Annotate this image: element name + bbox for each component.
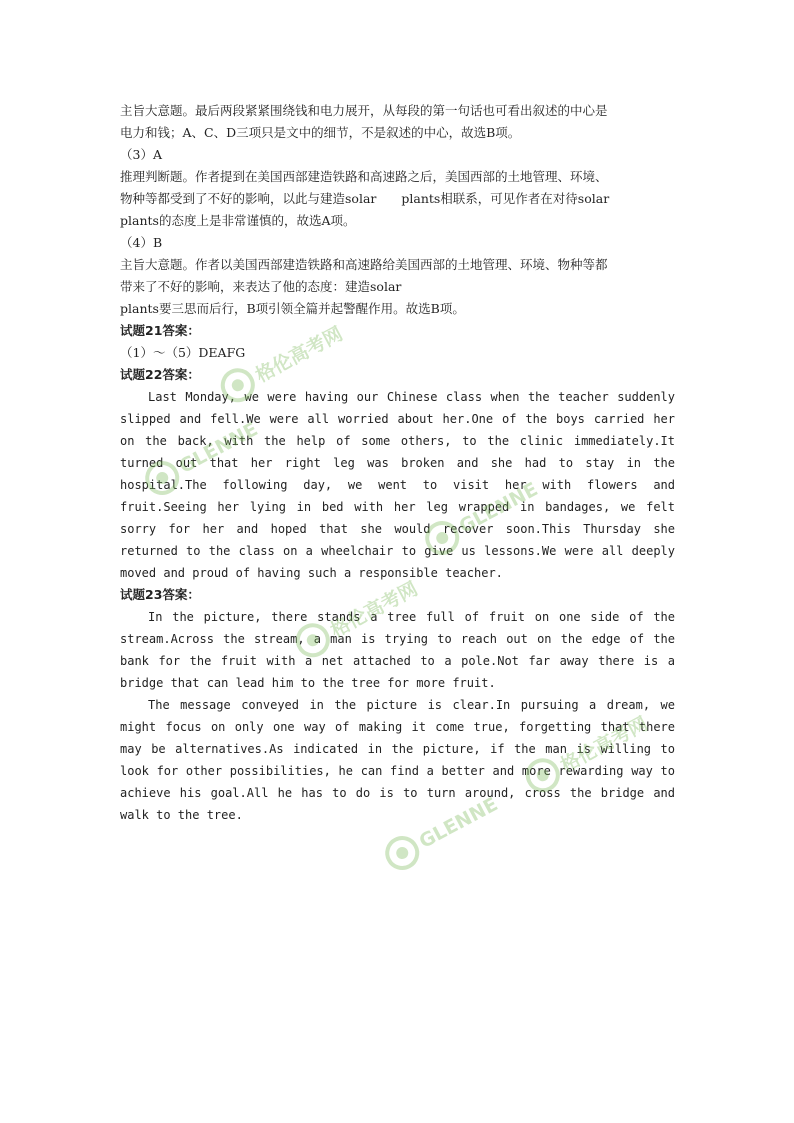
watermark-brand: GLENNE — [175, 418, 262, 478]
analysis-line: 电力和钱；A、C、D三项只是文中的细节，不是叙述的中心，故选B项。 — [120, 125, 521, 140]
analysis-line: 主旨大意题。最后两段紧紧围绕钱和电力展开，从每段的第一句话也可看出叙述的中心是 — [120, 103, 608, 118]
analysis-line: plants的态度上是非常谨慎的，故选A项。 — [120, 213, 356, 228]
analysis-line: 物种等都受到了不好的影响，以此与建造solar plants相联系，可见作者在对待solar — [120, 191, 610, 206]
analysis-line: plants要三思而后行，B项引领全篇并起警醒作用。故选B项。 — [120, 301, 465, 316]
watermark-cn: 格伦高考网 — [556, 712, 652, 777]
document-body — [120, 100, 675, 826]
watermark-brand: GLENNE — [415, 793, 502, 853]
q23-essay-paragraph-2: The message conveyed in the picture is clear.In pursuing a dream, we might focus on only one way of making it come true, forgetting that there may be alternatives.As indicated in the picture, if the man is willing to look for other possibilities, he can find a better and more rewarding way to achieve his goal.All he has to do is to turn around, cross the bridge and walk to the tree. — [120, 698, 675, 822]
analysis-line: 推理判断题。作者提到在美国西部建造铁路和高速路之后，美国西部的土地管理、环境、 — [120, 169, 608, 184]
q21-heading: 试题21答案： — [120, 323, 200, 338]
answer-q3: （3）A — [120, 147, 162, 162]
q22-essay: Last Monday, we were having our Chinese class when the teacher suddenly slipped and fell.We were all worried about her.One of the boys carried her on the back, with the help of some others, to the clinic immediately.It turned out that her right leg was broken and she had to stay in the hospital.The following day, we went to visit her with flowers and fruit.Seeing her lying in bed with her leg wrapped in bandages, we felt sorry for her and hoped that she would recover soon.This Thursday she returned to the class on a wheelchair to give us lessons.We were all deeply moved and proud of having such a responsible teacher. — [120, 390, 675, 580]
q21-answer: （1）～（5）DEAFG — [120, 345, 246, 360]
analysis-line: 主旨大意题。作者以美国西部建造铁路和高速路给美国西部的土地管理、环境、物种等都 — [120, 257, 608, 272]
q23-heading: 试题23答案： — [120, 587, 200, 602]
watermark-cn: 格伦高考网 — [326, 577, 422, 642]
analysis-line: 带来了不好的影响，来表达了他的态度：建造solar — [120, 279, 402, 294]
q23-essay-paragraph-1: In the picture, there stands a tree full of fruit on one side of the stream.Across the stream, a man is trying to reach out on the edge of the bank for the fruit with a net attached to a pole.Not far away there is a bridge that can lead him to the tree for more fruit. — [120, 610, 675, 690]
q22-heading: 试题22答案： — [120, 367, 200, 382]
watermark-brand: GLENNE — [455, 478, 542, 538]
watermark-cn: 格伦高考网 — [251, 322, 347, 387]
answer-q4: （4）B — [120, 235, 163, 250]
glenne-logo-icon — [379, 830, 425, 876]
